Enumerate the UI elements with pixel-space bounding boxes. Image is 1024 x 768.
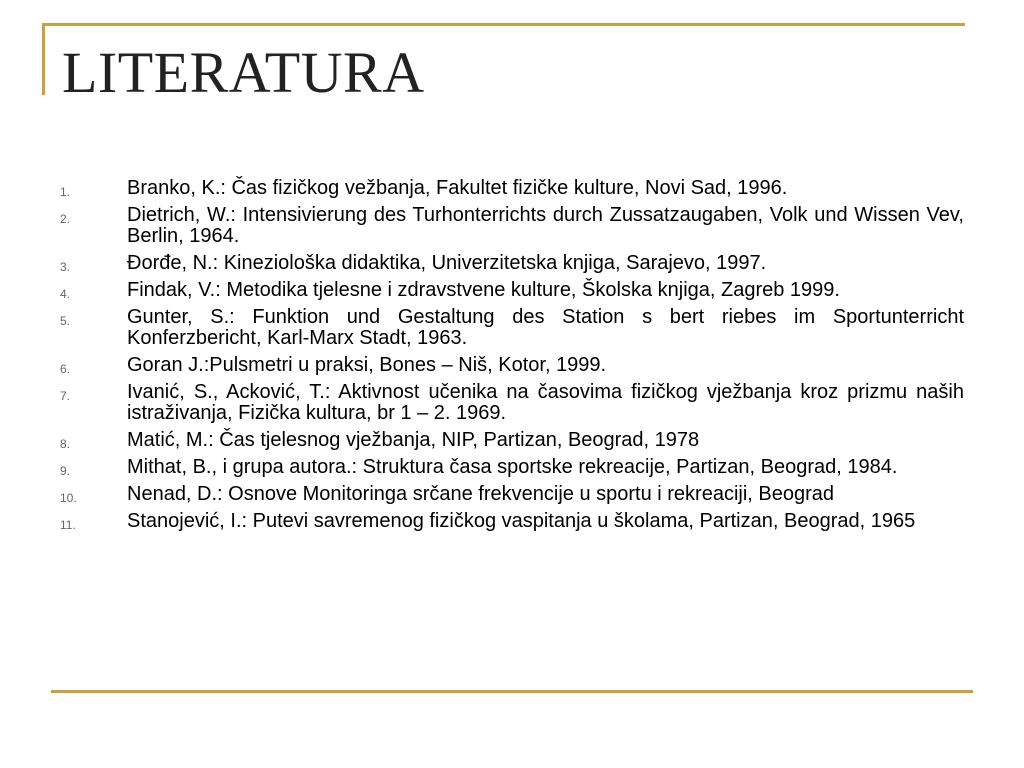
reference-text: Nenad, D.: Osnove Monitoringa srčane frekvencije u sportu i rekreaciji, Beograd — [127, 483, 835, 505]
reference-list — [60, 178, 964, 538]
reference-number: 3. — [60, 260, 71, 274]
reference-text: Đorđe, N.: Kineziološka didaktika, Univerzitetska knjiga, Sarajevo, 1997. — [127, 252, 767, 274]
reference-number: 10. — [60, 491, 77, 505]
reference-number: 8. — [60, 437, 71, 451]
reference-item — [60, 355, 964, 376]
reference-text: Dietrich, W.: Intensivierung des Turhonterrichts durch Zussatzaugaben, Volk und Wissen Vev, Berlin, 1964. — [127, 204, 964, 247]
reference-item — [60, 484, 964, 505]
reference-number: 4. — [60, 287, 71, 301]
reference-item — [60, 205, 964, 247]
reference-item — [60, 430, 964, 451]
reference-item — [60, 457, 964, 478]
reference-number: 6. — [60, 362, 71, 376]
reference-number: 11. — [60, 518, 76, 532]
reference-item — [60, 307, 964, 349]
reference-text: Findak, V.: Metodika tjelesne i zdravstvene kulture, Školska knjiga, Zagreb 1999. — [127, 279, 840, 301]
reference-number: 9. — [60, 464, 71, 478]
reference-number: 5. — [60, 314, 71, 328]
reference-text: Ivanić, S., Acković, T.: Aktivnost učenika na časovima fizičkog vježbanja kroz prizmu naših istraživanja, Fizička kultura, br 1 – 2. 1969. — [127, 381, 964, 424]
reference-text: Gunter, S.: Funktion und Gestaltung des Station s bert riebes im Sportunterricht Konferzbericht, Karl-Marx Stadt, 1963. — [127, 306, 964, 349]
reference-item — [60, 511, 964, 532]
reference-text: Stanojević, I.: Putevi savremenog fizičkog vaspitanja u školama, Partizan, Beograd, 1965 — [127, 510, 916, 532]
reference-item — [60, 178, 964, 199]
frame-bottom-line — [51, 690, 973, 693]
reference-text: Matić, M.: Čas tjelesnog vježbanja, NIP, Partizan, Beograd, 1978 — [127, 429, 700, 451]
reference-text: Branko, K.: Čas fizičkog vežbanja, Fakultet fizičke kulture, Novi Sad, 1996. — [127, 177, 788, 199]
reference-text: Goran J.:Pulsmetri u praksi, Bones – Niš, Kotor, 1999. — [127, 354, 607, 376]
frame-left-line — [42, 23, 45, 95]
reference-number: 2. — [60, 212, 71, 226]
frame-top-line — [42, 23, 965, 26]
reference-text: Mithat, B., i grupa autora.: Struktura časa sportske rekreacije, Partizan, Beograd, 1984. — [127, 456, 898, 478]
reference-number: 7. — [60, 389, 71, 403]
slide-title: LITERATURA — [62, 40, 425, 105]
reference-item — [60, 253, 964, 274]
reference-item — [60, 382, 964, 424]
reference-number: 1. — [60, 185, 71, 199]
reference-item — [60, 280, 964, 301]
